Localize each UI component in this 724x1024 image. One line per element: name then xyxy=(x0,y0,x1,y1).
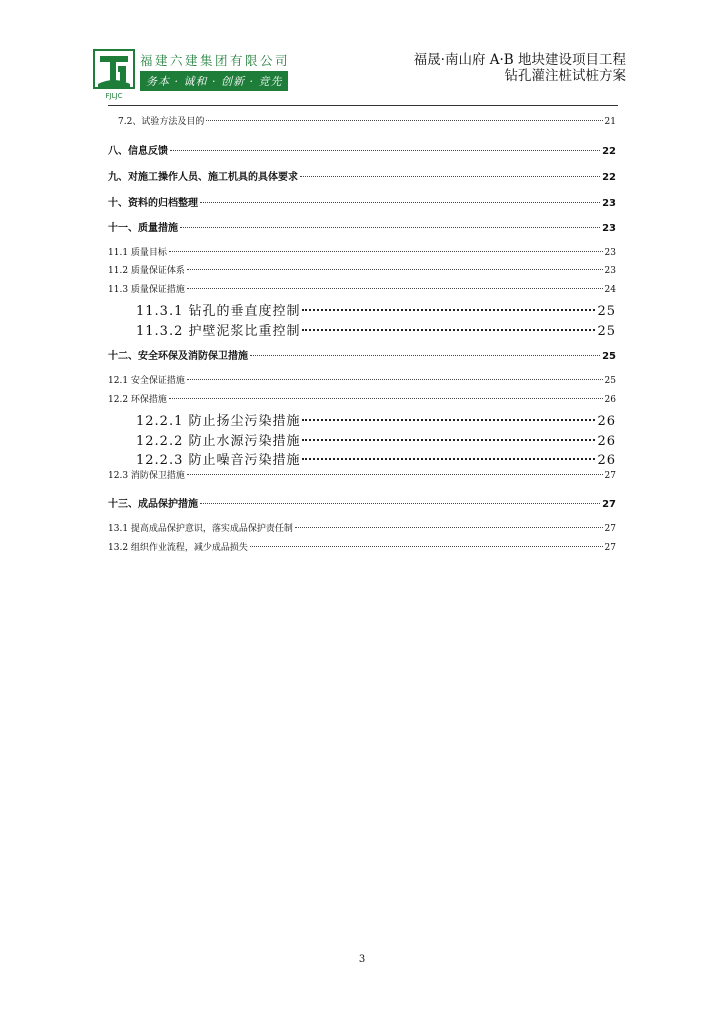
page-number: 3 xyxy=(358,954,366,965)
toc-entry[interactable] xyxy=(136,320,616,339)
toc-entry-title: 11.3.2 护壁泥浆比重控制 xyxy=(136,324,301,339)
toc-entry-page: 25 xyxy=(602,351,616,362)
toc-entry[interactable] xyxy=(108,245,616,258)
toc-leader-dots xyxy=(187,288,603,289)
toc-entry-title: 九、对施工操作人员、施工机具的具体要求 xyxy=(108,172,298,183)
toc-entry-page: 23 xyxy=(602,223,616,234)
toc-entry-page: 22 xyxy=(602,146,616,157)
toc-entry[interactable] xyxy=(136,430,616,449)
toc-leader-dots xyxy=(250,546,603,547)
toc-entry-title: 11.2 质量保证体系 xyxy=(108,266,185,276)
toc-entry-title: 11.3 质量保证措施 xyxy=(108,285,185,295)
toc-entry-title: 12.1 安全保证措施 xyxy=(108,376,185,386)
project-name: 福晟·南山府 A·B 地块建设项目工程 xyxy=(413,52,626,68)
toc-leader-dots xyxy=(302,309,595,311)
toc-entry-page: 21 xyxy=(604,117,616,127)
toc-entry-page: 27 xyxy=(604,543,616,553)
toc-entry-title: 13.1 提高成品保护意识，落实成品保护责任制 xyxy=(108,524,293,534)
company-block xyxy=(140,54,290,91)
toc-leader-dots xyxy=(295,527,603,528)
company-name: 福建六建集团有限公司 xyxy=(140,53,291,68)
toc-entry[interactable] xyxy=(108,168,616,183)
toc-leader-dots xyxy=(302,329,595,331)
toc-entry[interactable] xyxy=(108,219,616,234)
toc-leader-dots xyxy=(200,503,600,504)
project-title xyxy=(414,52,626,84)
toc-entry-page: 25 xyxy=(597,304,616,319)
toc-leader-dots xyxy=(302,419,595,421)
toc-entry-page: 22 xyxy=(602,172,616,183)
toc-entry-page: 27 xyxy=(602,499,616,510)
toc-entry-page: 27 xyxy=(604,524,616,534)
toc-entry-page: 27 xyxy=(604,471,616,481)
toc-entry-title: 11.1 质量目标 xyxy=(108,248,167,258)
toc-entry-title: 12.2.3 防止噪音污染措施 xyxy=(136,453,301,468)
toc-leader-dots xyxy=(170,150,600,151)
toc-leader-dots xyxy=(187,269,603,270)
toc-entry[interactable] xyxy=(108,263,616,276)
toc-entry-title: 12.2 环保措施 xyxy=(108,395,167,405)
toc-entry[interactable] xyxy=(136,300,616,319)
toc-entry-page: 26 xyxy=(604,395,616,405)
toc-entry-title: 11.3.1 钻孔的垂直度控制 xyxy=(136,304,301,319)
toc-entry-page: 23 xyxy=(602,198,616,209)
toc-entry[interactable] xyxy=(136,410,616,429)
toc-entry-title: 八、信息反馈 xyxy=(108,146,168,157)
toc-leader-dots xyxy=(302,439,595,441)
toc-entry[interactable] xyxy=(108,495,616,510)
toc-leader-dots xyxy=(169,398,603,399)
toc-entry-page: 26 xyxy=(597,453,616,468)
toc-leader-dots xyxy=(187,379,603,380)
toc-entry[interactable] xyxy=(108,521,616,534)
toc-entry-title: 12.3 消防保卫措施 xyxy=(108,471,185,481)
toc-entry[interactable] xyxy=(118,114,616,127)
toc-entry-title: 十一、质量措施 xyxy=(108,223,178,234)
toc-leader-dots xyxy=(300,176,600,177)
toc-entry-title: 12.2.1 防止扬尘污染措施 xyxy=(136,414,301,429)
toc-entry[interactable] xyxy=(108,392,616,405)
toc-leader-dots xyxy=(250,355,600,356)
toc-entry-page: 25 xyxy=(597,324,616,339)
toc-entry[interactable] xyxy=(108,194,616,209)
toc-entry-title: 十三、成品保护措施 xyxy=(108,499,198,510)
toc-entry-title: 7.2、试验方法及目的 xyxy=(118,117,205,127)
toc-entry[interactable] xyxy=(108,540,616,553)
toc-entry[interactable] xyxy=(108,142,616,157)
toc-entry-page: 23 xyxy=(604,248,616,258)
toc-entry-title: 12.2.2 防止水源污染措施 xyxy=(136,434,301,449)
company-slogan: 务本 · 诚和 · 创新 · 竞先 xyxy=(140,71,288,91)
toc-entry-page: 26 xyxy=(597,434,616,449)
toc-entry-page: 26 xyxy=(597,414,616,429)
toc-entry[interactable] xyxy=(108,468,616,481)
svg-text:FJLJC: FJLJC xyxy=(105,92,123,100)
header-divider xyxy=(108,105,618,106)
toc-entry[interactable] xyxy=(108,373,616,386)
toc-entry[interactable] xyxy=(108,347,616,362)
toc-entry-title: 十二、安全环保及消防保卫措施 xyxy=(108,351,248,362)
toc-entry-page: 23 xyxy=(604,266,616,276)
toc-leader-dots xyxy=(187,474,603,475)
toc-leader-dots xyxy=(180,227,600,228)
toc-entry-page: 25 xyxy=(604,376,616,386)
company-logo-icon xyxy=(92,46,136,100)
toc-leader-dots xyxy=(200,202,600,203)
toc-leader-dots xyxy=(169,251,603,252)
toc-leader-dots xyxy=(302,458,595,460)
page-header xyxy=(90,46,626,106)
toc-entry[interactable] xyxy=(136,449,616,468)
toc-entry[interactable] xyxy=(108,282,616,295)
toc-entry-page: 24 xyxy=(604,285,616,295)
document-title: 钻孔灌注桩试桩方案 xyxy=(504,68,626,84)
toc-entry-title: 13.2 组织作业流程，减少成品损失 xyxy=(108,543,248,553)
toc-leader-dots xyxy=(206,120,602,121)
toc-entry-title: 十、资料的归档整理 xyxy=(108,198,198,209)
